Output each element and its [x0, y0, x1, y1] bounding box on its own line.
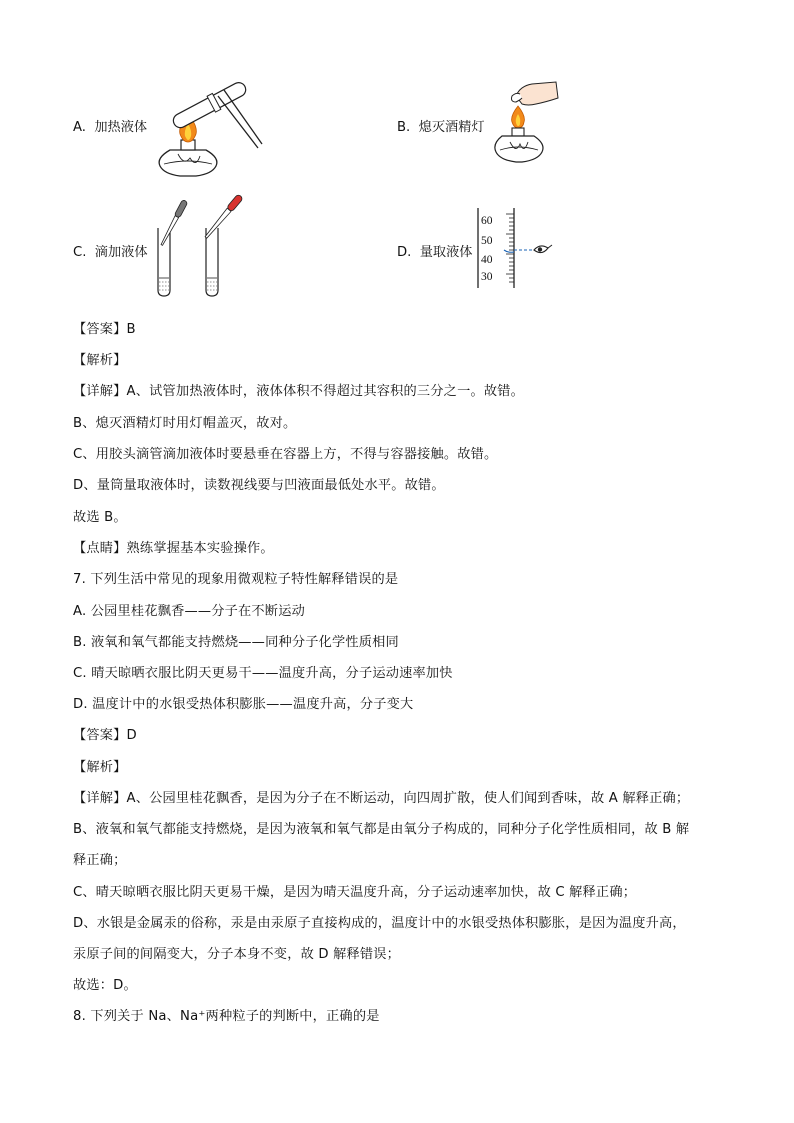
q7-answer: 【答案】D — [73, 728, 137, 743]
q6-analysis-heading: 【解析】 — [73, 353, 127, 368]
q7-detail-line: D、水银是金属汞的俗称，汞是由汞原子直接构成的，温度计中的水银受热体积膨胀，是因为温度升高， — [73, 916, 686, 931]
q7-option-b: B. 液氧和氧气都能支持燃烧——同种分子化学性质相同 — [73, 635, 399, 650]
q7-detail-line: 释正确； — [73, 853, 127, 868]
q6-detail-line: 故选 B。 — [73, 510, 127, 525]
cylinder-tick-labels: 60 50 40 30 — [481, 215, 493, 283]
q7-detail-line: B、液氧和氧气都能支持燃烧，是因为液氧和氧气都是由氧分子构成的，同种分子化学性质相同，故 B 解 — [73, 822, 690, 837]
q7-option-d: D. 温度计中的水银受热体积膨胀——温度升高，分子变大 — [73, 697, 414, 712]
option-a-label: A. 加热液体 — [73, 120, 148, 135]
dropping-liquid-illustration — [150, 192, 260, 302]
q8-stem: 8. 下列关于 Na、Na⁺两种粒子的判断中，正确的是 — [73, 1009, 380, 1024]
q6-tip: 【点睛】熟练掌握基本实验操作。 — [73, 541, 274, 556]
q6-detail-line: 【详解】A、试管加热液体时，液体体积不得超过其容积的三分之一。故错。 — [73, 384, 525, 399]
option-b-label: B. 熄灭酒精灯 — [397, 120, 485, 135]
measuring-cylinder-illustration — [476, 206, 556, 290]
q7-detail-line: 【详解】A、公园里桂花飘香，是因为分子在不断运动，向四周扩散，使人们闻到香味，故 A 解释正确； — [73, 791, 690, 806]
q6-answer: 【答案】B — [73, 322, 136, 337]
q6-detail-line: B、熄灭酒精灯时用灯帽盖灭，故对。 — [73, 416, 297, 431]
q7-option-c: C. 晴天晾晒衣服比阴天更易干——温度升高，分子运动速率加快 — [73, 666, 453, 681]
extinguish-lamp-illustration — [490, 78, 565, 168]
heating-liquid-illustration — [150, 66, 265, 181]
q6-detail-line: C、用胶头滴管滴加液体时要悬垂在容器上方，不得与容器接触。故错。 — [73, 447, 498, 462]
q7-option-a: A. 公园里桂花飘香——分子在不断运动 — [73, 604, 305, 619]
q7-detail-line: C、晴天晾晒衣服比阴天更易干燥，是因为晴天温度升高，分子运动速率加快，故 C 解释正确； — [73, 885, 637, 900]
q7-detail-line: 故选：D。 — [73, 978, 137, 993]
q7-stem: 7. 下列生活中常见的现象用微观粒子特性解释错误的是 — [73, 572, 399, 587]
option-c-label: C. 滴加液体 — [73, 245, 148, 260]
option-d-label: D. 量取液体 — [397, 245, 473, 260]
q7-analysis-heading: 【解析】 — [73, 760, 127, 775]
q7-detail-line: 汞原子间的间隔变大，分子本身不变，故 D 解释错误； — [73, 947, 401, 962]
q6-detail-line: D、量筒量取液体时，读数视线要与凹液面最低处水平。故错。 — [73, 478, 445, 493]
